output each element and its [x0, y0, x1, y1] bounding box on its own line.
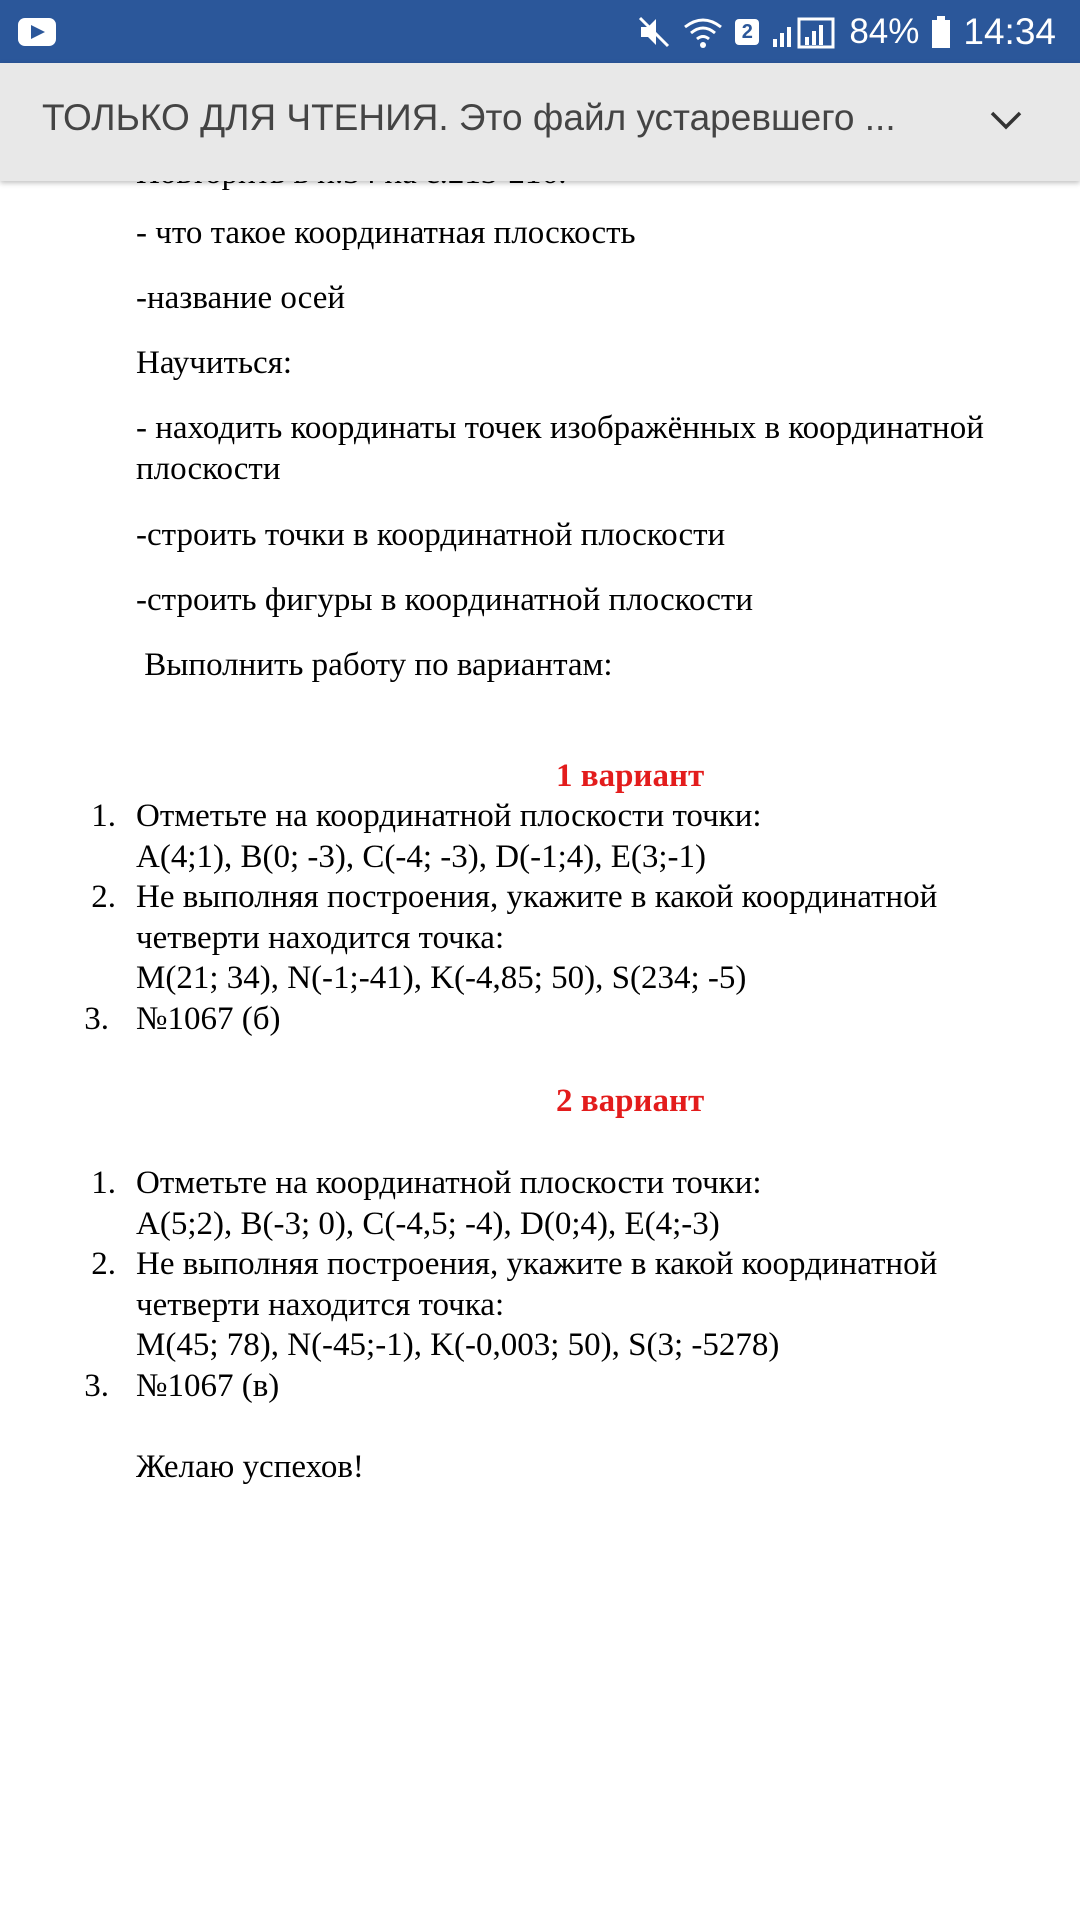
list-item-line: четверти находится точка: [136, 920, 505, 956]
doc-line: Выполнить работу по вариантам: [136, 647, 613, 683]
status-bar [0, 0, 1080, 63]
battery-percent: 84% [849, 11, 920, 51]
list-item-line: четверти находится точка: [136, 1287, 505, 1323]
list-number: 3. [84, 1368, 109, 1404]
list-item-line: Не выполняя построения, укажите в какой координатной [136, 879, 938, 915]
list-number: 2. [91, 879, 116, 915]
doc-line: -название осей [136, 280, 346, 316]
variant-2-title: 2 вариант [556, 1083, 705, 1119]
closing-line: Желаю успехов! [136, 1449, 364, 1485]
document-body [0, 181, 1080, 1920]
read-only-banner[interactable] [0, 63, 1080, 181]
battery-icon [931, 15, 951, 49]
list-number: 3. [84, 1001, 109, 1037]
list-number: 1. [91, 1165, 116, 1201]
list-item-line: A(5;2), B(-3; 0), C(-4,5; -4), D(0;4), E(4;-3) [136, 1206, 720, 1242]
signal-icon [771, 15, 837, 49]
doc-line: Научиться: [136, 345, 293, 381]
mute-icon [637, 15, 671, 49]
sim-badge: 2 [735, 19, 759, 45]
list-item-line: Не выполняя построения, укажите в какой координатной [136, 1246, 938, 1282]
doc-line: -строить фигуры в координатной плоскости [136, 582, 753, 618]
list-item-line: A(4;1), B(0; -3), C(-4; -3), D(-1;4), E(3;-1) [136, 839, 707, 875]
doc-line: - находить координаты точек изображённых в координатной [136, 410, 984, 446]
list-item-line: Отметьте на координатной плоскости точки: [136, 798, 762, 834]
list-number: 1. [91, 798, 116, 834]
list-item-line: №1067 (в) [136, 1368, 280, 1404]
variant-1-title: 1 вариант [556, 758, 705, 794]
chevron-down-icon[interactable] [986, 105, 1026, 137]
doc-line: плоскости [136, 451, 281, 487]
list-item-line: №1067 (б) [136, 1001, 281, 1037]
list-number: 2. [91, 1246, 116, 1282]
youtube-icon [18, 18, 56, 46]
banner-text: ТОЛЬКО ДЛЯ ЧТЕНИЯ. Это файл устаревшего ... [42, 97, 896, 138]
doc-line: - что такое координатная плоскость [136, 215, 636, 251]
list-item-line: Отметьте на координатной плоскости точки: [136, 1165, 762, 1201]
doc-line: -строить точки в координатной плоскости [136, 517, 726, 553]
list-item-line: M(45; 78), N(-45;-1), K(-0,003; 50), S(3; -5278) [136, 1327, 780, 1363]
clock: 14:34 [963, 10, 1056, 52]
list-item-line: M(21; 34), N(-1;-41), K(-4,85; 50), S(234; -5) [136, 960, 747, 996]
wifi-icon [683, 15, 723, 49]
